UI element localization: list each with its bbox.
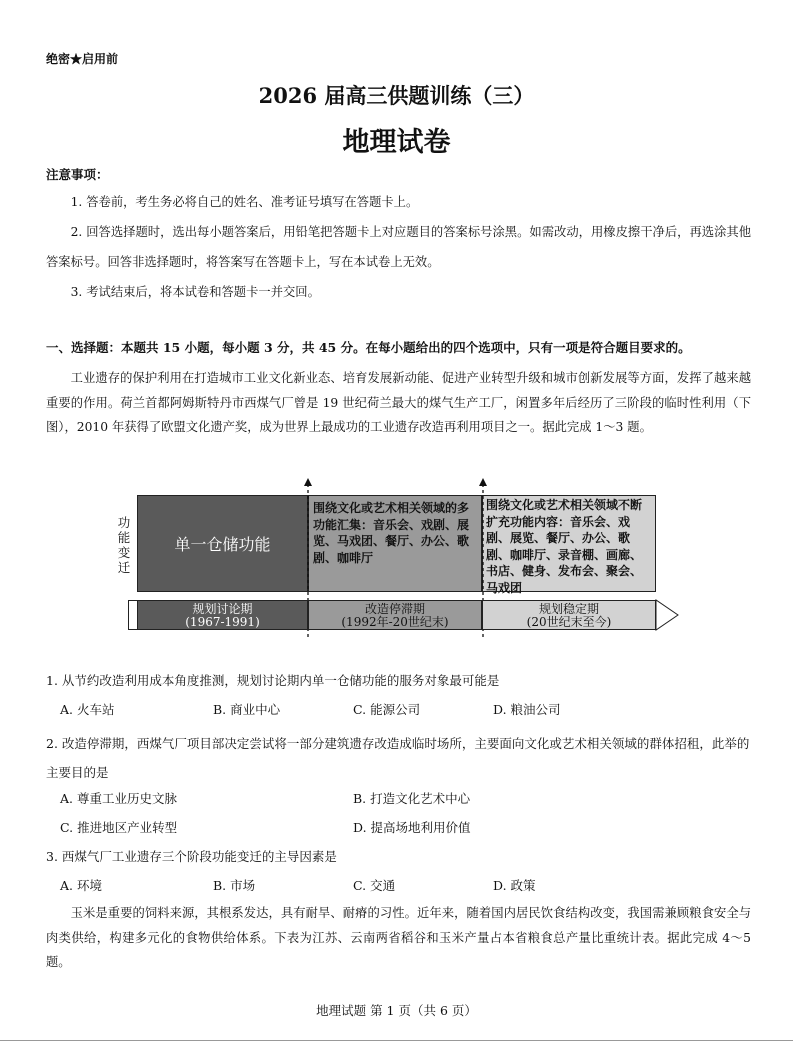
q2-option-d: D. 提高场地利用价值 (353, 820, 471, 835)
timeline-stage-1 (137, 600, 308, 630)
timeline-stage-3 (482, 600, 656, 630)
exam-title: 2026 届高三供题训练（三） (258, 83, 535, 108)
q1-option-c: C. 能源公司 (353, 702, 421, 717)
q2-option-c: C. 推进地区产业转型 (60, 820, 178, 835)
q1-option-a: A. 火车站 (60, 702, 115, 717)
question-3-stem: 3. 西煤气厂工业遗存三个阶段功能变迁的主导因素是 (46, 849, 337, 864)
page-footer: 地理试题 第 1 页（共 6 页） (316, 1003, 477, 1018)
note-2: 2. 回答选择题时，选出每小题答案后，用铅笔把答题卡上对应题目的答案标号涂黑。如需改动，用橡皮擦干净后，再选涂其他答案标号。回答非选择题时，将答案写在答题卡上，写在本试卷上无效。 (46, 225, 751, 269)
stage2-name: 改造停滞期 (364, 602, 425, 616)
q2-option-b: B. 打造文化艺术中心 (353, 791, 471, 806)
q3-option-d: D. 政策 (493, 878, 536, 893)
q1-option-d: D. 粮油公司 (493, 702, 561, 717)
note-1: 1. 答卷前，考生务必将自己的姓名、准考证号填写在答题卡上。 (70, 195, 419, 209)
q3-option-a: A. 环境 (60, 878, 102, 893)
question-2-stem: 2. 改造停滞期，西煤气厂项目部决定尝试将一部分建筑遗存改造成临时场所，主要面向文化或艺术相关领域的群体招租，此举的主要目的是 (46, 736, 750, 780)
section-heading: 一、选择题：本题共 15 小题，每小题 3 分，共 45 分。在每小题给出的四个选项中，只有一项是符合题目要求的。 (46, 340, 691, 355)
stage3-function-box: 围绕文化或艺术相关领域不断扩充功能内容：音乐会、戏剧、展览、餐厅、办公、歌剧、咖啡厅、录音棚、画廊、书店、健身、发布会、聚会、马戏团 (482, 495, 656, 592)
stage1-time: (1967-1991) (185, 615, 260, 629)
stage1-function-box: 单一仓储功能 (137, 495, 308, 592)
q2-option-a: A. 尊重工业历史文脉 (60, 791, 177, 806)
subject-title: 地理试卷 (342, 127, 451, 158)
confidential-label: 绝密★启用前 (46, 52, 119, 66)
passage-1: 工业遗存的保护利用在打造城市工业文化新业态、培育发展新动能、促进产业转型升级和城市创新发展等方面，发挥了越来越重要的作用。荷兰首都阿姆斯特丹市西煤气厂曾是 19 世纪荷兰最大的煤气生产工厂，闲置多年后经历了三阶段的临时性利用（下图），2010 年获得了欧盟文化遗产奖，成为世界上最成功的工业遗存改造再利用项目之一。据此完成 1～3 题。 (46, 371, 751, 434)
stage3-name: 规划稳定期 (538, 602, 599, 616)
stage1-name: 规划讨论期 (192, 602, 253, 616)
notes-heading: 注意事项： (46, 167, 109, 182)
diagram-ylabel: 功能变迁 (117, 515, 131, 575)
q3-option-c: C. 交通 (353, 878, 396, 893)
q1-option-b: B. 商业中心 (213, 702, 281, 717)
bottom-divider (0, 1040, 793, 1041)
question-1-stem: 1. 从节约改造利用成本角度推测，规划讨论期内单一仓储功能的服务对象最可能是 (46, 673, 500, 688)
stage2-function-box: 围绕文化或艺术相关领域的多功能汇集：音乐会、戏剧、展览、马戏团、餐厅、办公、歌剧、咖啡厅 (308, 495, 482, 592)
passage-2: 玉米是重要的饲料来源，其根系发达，具有耐旱、耐瘠的习性。近年来，随着国内居民饮食结构改变，我国需兼顾粮食安全与肉类供给，构建多元化的食物供给体系。下表为江苏、云南两省稻谷和玉米产量占本省粮食总产量比重统计表。据此完成 4～5 题。 (46, 906, 751, 969)
timeline-stage-2 (308, 600, 482, 630)
note-3: 3. 考试结束后，将本试卷和答题卡一并交回。 (70, 285, 320, 299)
q3-option-b: B. 市场 (213, 878, 256, 893)
stage2-time: (1992年-20世纪末) (341, 615, 449, 629)
stage3-time: (20世纪末至今) (526, 615, 612, 629)
